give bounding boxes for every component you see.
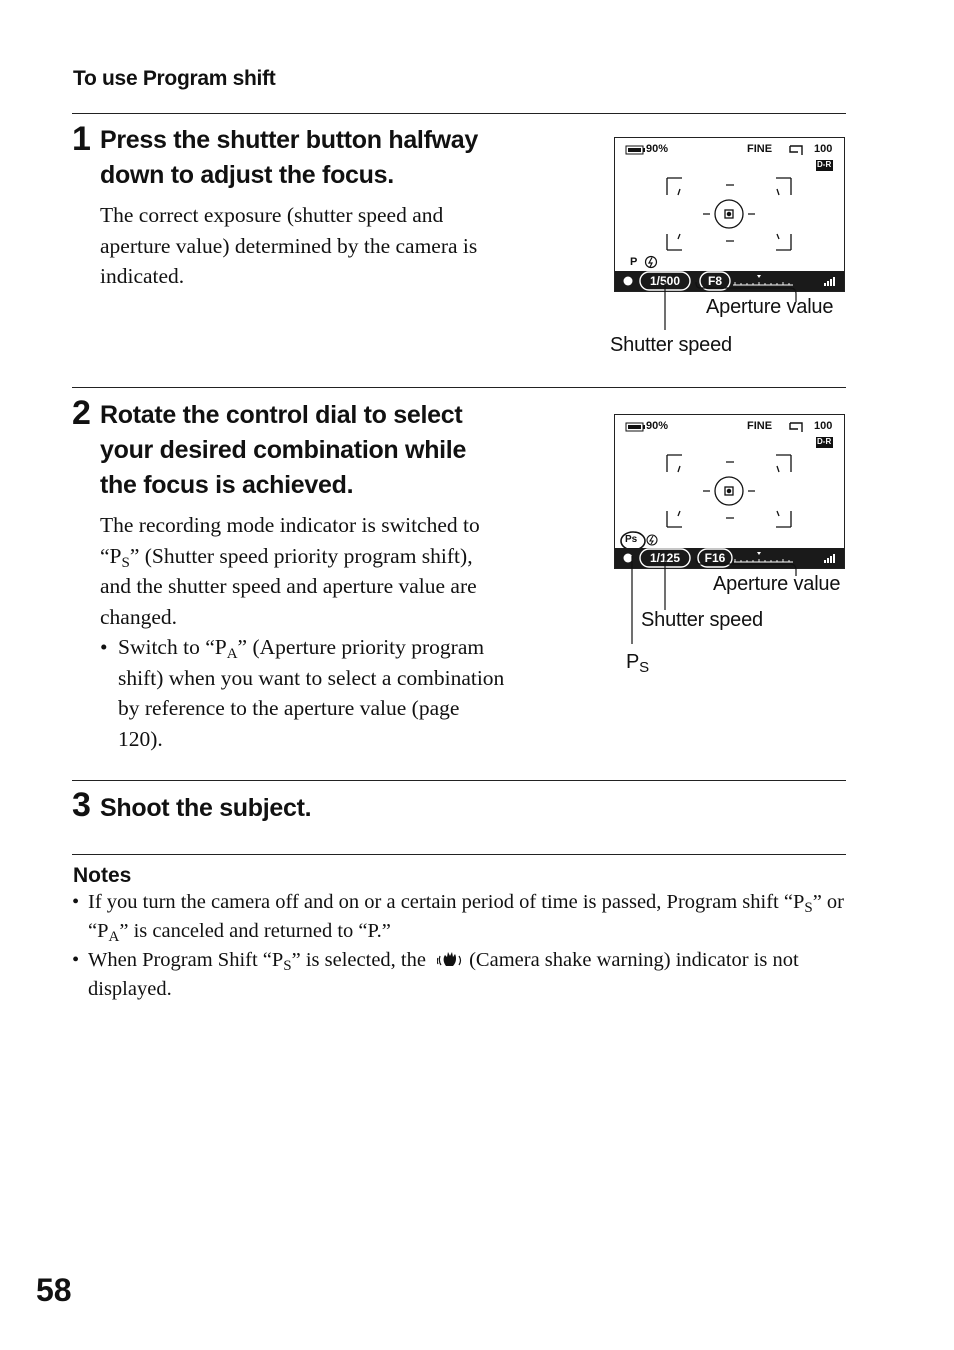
shutter-speed-value: 1/500	[649, 274, 681, 288]
notes-title: Notes	[73, 864, 132, 887]
shutter-speed-label: Shutter speed	[641, 609, 763, 631]
battery-percent: 90%	[646, 143, 669, 155]
battery-percent: 90%	[646, 420, 669, 432]
dro-indicator: D-R	[817, 437, 832, 446]
step-1-number: 1	[72, 120, 91, 158]
divider	[72, 387, 846, 388]
step-2-body	[100, 510, 505, 754]
step-3-number: 3	[72, 786, 91, 824]
camera-shake-warning-icon	[437, 949, 463, 969]
page-number: 58	[36, 1272, 72, 1308]
note-item: • When Program Shift “$P_S$” is selected, the (Camera shake warning) indicator is not displayed.	[72, 946, 847, 1004]
note-item: • If you turn the camera off and on or a certain period of time is passed, Program shift “$P_S$” or “$P_A$” is canceled and returned to “P.”	[72, 888, 847, 946]
drive-mode-icon	[790, 423, 802, 432]
camera-lcd-screen-1	[614, 137, 845, 292]
recording-mode: P	[630, 256, 638, 268]
aperture-value-label: Aperture value	[713, 573, 841, 595]
step-1-heading-line: Press the shutter button halfway	[100, 126, 478, 154]
step-2-heading-line: the focus is achieved.	[100, 471, 354, 499]
step-2-number: 2	[72, 394, 91, 432]
step-3-heading: Shoot the subject.	[100, 794, 312, 822]
focus-frame-icon	[667, 455, 791, 527]
flash-icon	[647, 535, 657, 545]
image-quality: FINE	[747, 143, 773, 155]
aperture-value: F16	[704, 551, 726, 565]
remaining-shots: 100	[814, 143, 833, 155]
camera-lcd-screen-2	[614, 414, 845, 569]
step-2-heading-line: your desired combination while	[100, 436, 467, 464]
step-2-bullet: • Switch to “$P_A$” (Aperture priority program shift) when you want to select a combination by reference to the aperture value (page 120).	[100, 632, 505, 754]
recording-mode: Ps	[625, 534, 638, 545]
aperture-value: F8	[707, 274, 722, 288]
aperture-value-label: Aperture value	[706, 296, 834, 318]
dro-indicator: D-R	[817, 160, 832, 169]
notes-list	[72, 888, 847, 1004]
divider	[72, 113, 846, 114]
shutter-speed-value: 1/125	[649, 551, 681, 565]
bullet-marker: •	[72, 949, 80, 971]
shutter-speed-label: Shutter speed	[610, 334, 732, 356]
step-1-heading-line: down to adjust the focus.	[100, 161, 394, 189]
section-title: To use Program shift	[73, 67, 276, 90]
ps-mode-label: $P_S$	[626, 651, 649, 676]
remaining-shots: 100	[814, 420, 833, 432]
flash-icon	[646, 257, 657, 268]
drive-mode-icon	[790, 146, 802, 155]
step-1-body: The correct exposure (shutter speed and aperture value) determined by the camera is indicated.	[100, 203, 478, 288]
focus-frame-icon	[667, 178, 791, 250]
step-2-paragraph: The recording mode indicator is switched to “$P_S$” (Shutter speed priority program shift), and the shutter speed and aperture value are changed.	[100, 513, 480, 629]
step-2-heading	[100, 398, 550, 503]
battery-icon	[626, 423, 645, 431]
divider	[72, 780, 846, 781]
bullet-marker: •	[72, 891, 80, 913]
lcd-overlay	[615, 415, 844, 568]
image-quality: FINE	[747, 420, 773, 432]
step-1-heading	[100, 123, 550, 193]
lcd-overlay	[615, 138, 844, 291]
battery-icon	[626, 146, 645, 154]
callout-leaders-2	[600, 556, 850, 656]
divider	[72, 854, 846, 855]
step-2-heading-line: Rotate the control dial to select	[100, 401, 463, 429]
bullet-marker: •	[100, 635, 108, 659]
